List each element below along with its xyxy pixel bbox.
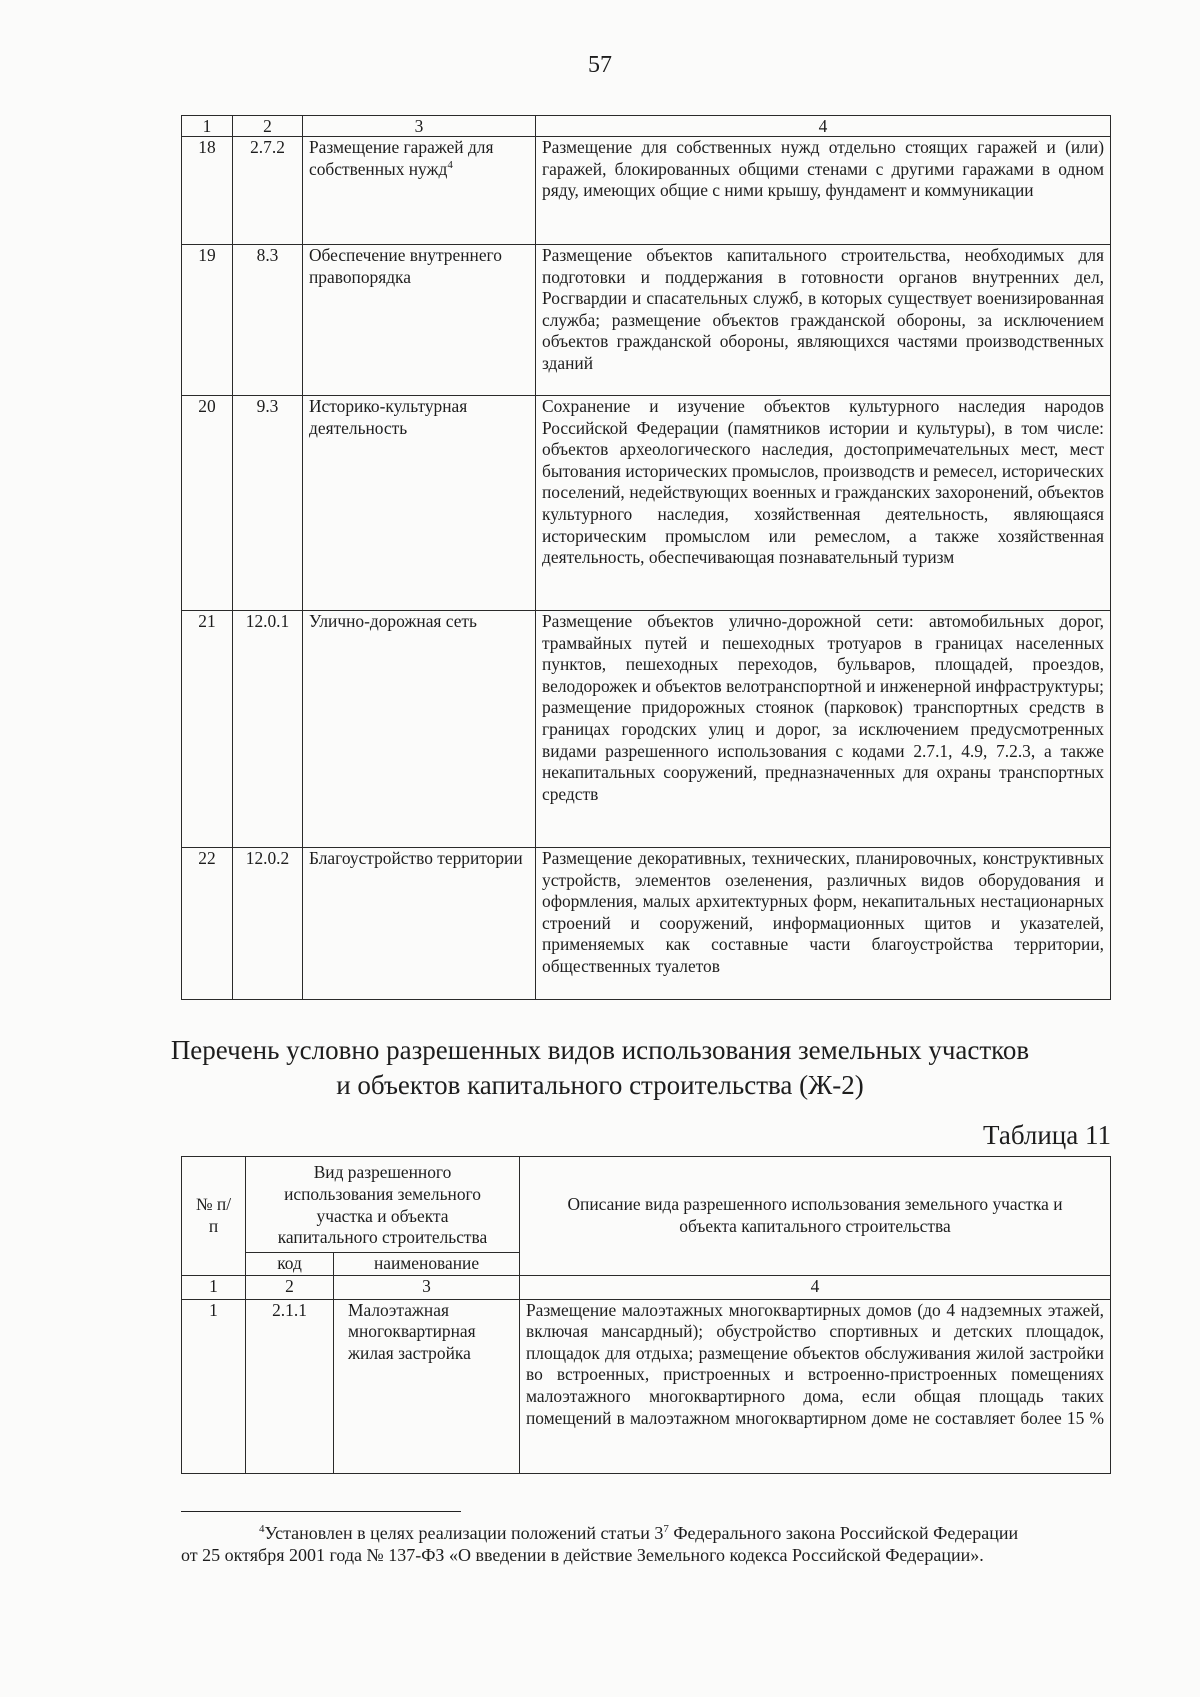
footnote [181,1522,1110,1566]
table-row [182,611,1111,848]
use-description: Размещение объектов улично-дорожной сети: автомобильных дорог, трамвайных путей и пешеходных тротуаров в границах населенных пунктов, пешеходных переходов, бульваров, площадей, проездов, велодорожек и объектов велотранспортной и инженерной инфраструктуры; размещение придорожных стоянок (парковок) транспортных средств в границах городских улиц и дорог, за исключением предусмотренных видами разрешенного использования с кодами 2.7.1, 4.9, 7.2.3, а также некапитальных сооружений, предназначенных для охраны транспортных средств [536,611,1111,848]
use-name: Улично-дорожная сеть [303,611,536,848]
column-number: 4 [536,116,1111,137]
table-row [182,245,1111,396]
conditional-use-table [181,1156,1111,1474]
column-number: 4 [520,1275,1111,1299]
use-description: Размещение декоративных, технических, планировочных, конструктивных устройств, элементов озеленения, различных видов оборудования и оформления, малых архитектурных форм, некапитальных нестационарных строений и сооружений, информационных щитов и указателей, применяемых как составные части благоустройства территории, общественных туалетов [536,848,1111,1000]
row-number: 19 [182,245,233,396]
use-name: Историко-культурная деятельность [303,396,536,611]
footnote-line [181,1522,1110,1544]
use-code: 8.3 [233,245,303,396]
column-number: 3 [334,1275,520,1299]
use-description: Размещение объектов капитального строительства, необходимых для подготовки и поддержания в готовности органов внутренних дел, Росгвардии и спасательных служб, в которых существует военизированная служба; размещение объектов гражданской обороны, за исключением объектов гражданской обороны, являющихся частями производственных зданий [536,245,1111,396]
column-header-number: № п/п [182,1157,246,1276]
column-header-use-kind: Вид разрешенного использования земельного участка и объекта капитального строительства [246,1157,520,1253]
column-header-description: Описание вида разрешенного использования земельного участка и объекта капитального строительства [520,1157,1111,1276]
use-code: 12.0.2 [233,848,303,1000]
use-description: Сохранение и изучение объектов культурного наследия народов Российской Федерации (памятников истории и культуры), в том числе: объектов археологического наследия, достопримечательных мест, мест бытования исторических промыслов, производств и ремесел, исторических поселений, недействующих военных и гражданских захоронений, объектов культурного наследия, хозяйственная деятельность, являющаяся историческим промыслом или ремеслом, а также хозяйственная деятельность, обеспечивающая познавательный туризм [536,396,1111,611]
footnote-superscript: 7 [663,1523,669,1535]
use-name-text: Размещение гаражей для собственных нужд [309,137,494,179]
use-name: Благоустройство территории [303,848,536,1000]
use-name: Обеспечение внутреннего правопорядка [303,245,536,396]
table-label: Таблица 11 [983,1120,1111,1150]
column-number: 1 [182,1275,246,1299]
table-column-numbers [182,1275,1111,1299]
column-header-name: наименование [334,1253,520,1276]
row-number: 22 [182,848,233,1000]
column-number: 2 [246,1275,334,1299]
use-name [303,137,536,245]
section-heading-line: Перечень условно разрешенных видов использования земельных участков [170,1035,1030,1065]
table-row [182,1299,1111,1473]
section-heading [0,1033,1200,1103]
table-row [182,137,1111,245]
table-row [182,848,1111,1000]
column-number: 2 [233,116,303,137]
page-number: 57 [588,52,612,78]
table-column-numbers [182,116,1111,137]
footnote-line: от 25 октября 2001 года № 137-ФЗ «О введении в действие Земельного кодекса Российской Федерации». [181,1545,984,1565]
permitted-use-table-continued [181,115,1111,1000]
table-row [182,396,1111,611]
section-heading-line: и объектов капитального строительства (Ж-2) [336,1070,864,1100]
use-name: Малоэтажная многоквартирная жилая застройка [334,1299,520,1473]
footnote-marker: 4 [259,1523,265,1535]
use-description: Размещение малоэтажных многоквартирных домов (до 4 надземных этажей, включая мансардный); обустройство спортивных и детских площадок, площадок для отдыха; размещение объектов обслуживания жилой застройки во встроенных, пристроенных и встроенно-пристроенных помещениях малоэтажного многоквартирного дома, если общая площадь таких помещений в малоэтажном многоквартирном доме не составляет более 15 % [520,1299,1111,1473]
use-code: 2.1.1 [246,1299,334,1473]
footnote-reference: 4 [447,158,453,171]
column-number: 1 [182,116,233,137]
use-code: 12.0.1 [233,611,303,848]
column-number: 3 [303,116,536,137]
footnote-text: Федерального закона Российской Федерации [668,1523,1019,1543]
use-code: 2.7.2 [233,137,303,245]
footnote-text: Установлен в целях реализации положений статьи 3 [264,1523,664,1543]
row-number: 20 [182,396,233,611]
table-header-row [182,1157,1111,1253]
row-number: 21 [182,611,233,848]
row-number: 1 [182,1299,246,1473]
use-code: 9.3 [233,396,303,611]
column-header-code: код [246,1253,334,1276]
footnote-separator [181,1511,461,1512]
use-description: Размещение для собственных нужд отдельно стоящих гаражей и (или) гаражей, блокированных общими стенами с другими гаражами в одном ряду, имеющих общие с ними крышу, фундамент и коммуникации [536,137,1111,245]
row-number: 18 [182,137,233,245]
